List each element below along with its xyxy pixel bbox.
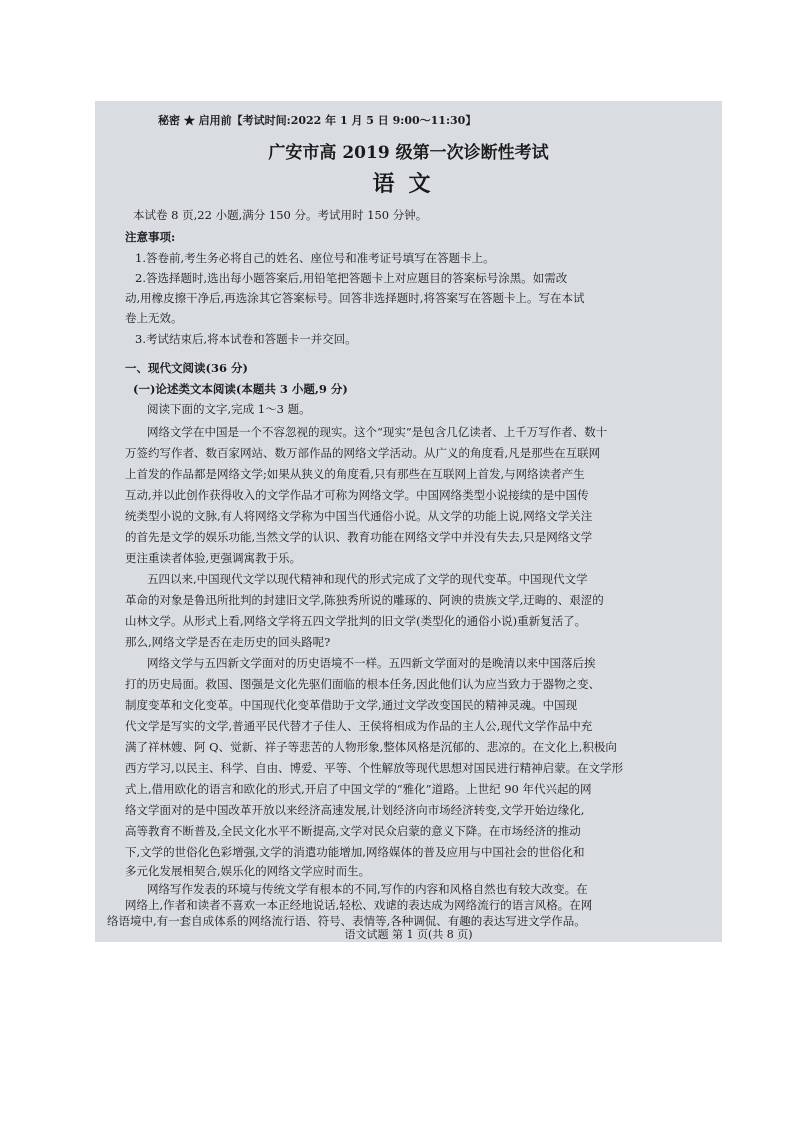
passage-line: 络语境中,有一套自成体系的网络流行语、符号、表情等,各种调侃、有趣的表达写进文学作品。 xyxy=(107,914,586,928)
passage-line: 上首发的作品都是网络文学;如果从狭义的角度看,只有那些在互联网上首发,与网络读者产生 xyxy=(125,467,585,481)
passage-line: 互动,并以此创作获得收入的文学作品才可称为网络文学。中国网络类型小说接续的是中国传 xyxy=(125,488,589,502)
passage-line: 网络文学与五四新文学面对的历史语境不一样。五四新文学面对的是晚清以来中国落后挨 xyxy=(147,656,596,670)
notice-line: 1.答卷前,考生务必将自己的姓名、座位号和准考证号填写在答题卡上。 xyxy=(135,251,495,265)
subject-title: 语文 xyxy=(372,171,445,197)
reading-instruction: 阅读下面的文字,完成 1～3 题。 xyxy=(147,402,311,416)
notice-line: 动,用橡皮擦干净后,再选涂其它答案标号。回答非选择题时,将答案写在答题卡上。写在本试 xyxy=(125,291,585,305)
passage-line: 络文学面对的是中国改革开放以来经济高速发展,计划经济向市场经济转变,文学开始边缘化, xyxy=(125,803,585,817)
passage-line: 代文学是写实的文学,普通平民代替才子佳人、王侯将相成为作品的主人公,现代文学作品中充 xyxy=(125,719,593,733)
passage-line: 的首先是文学的娱乐功能,当然文学的认识、教育功能在网络文学中并没有失去,只是网络文学 xyxy=(125,530,593,544)
passage-line: 统类型小说的文脉,有人将网络文学称为中国当代通俗小说。从文学的功能上说,网络文学关注 xyxy=(125,509,593,523)
confidential-line: 秘密 ★ 启用前【考试时间:2022 年 1 月 5 日 9:00～11:30】 xyxy=(158,114,477,127)
notice-line: 2.答选择题时,选出每小题答案后,用铅笔把答题卡上对应题目的答案标号涂黑。如需改 xyxy=(135,271,568,285)
notice-line: 3.考试结束后,将本试卷和答题卡一并交回。 xyxy=(135,332,357,346)
passage-line: 那么,网络文学是否在走历史的回头路呢? xyxy=(125,635,331,649)
notice-heading: 注意事项: xyxy=(125,230,176,244)
passage-line: 网络上,作者和读者不喜欢一本正经地说话,轻松、戏谑的表达成为网络流行的语言风格。在网 xyxy=(125,898,593,912)
passage-line: 西方学习,以民主、科学、自由、博爱、平等、个性解放等现代思想对国民进行精神启蒙。在文学形 xyxy=(125,761,624,775)
exam-title: 广安市高 2019 级第一次诊断性考试 xyxy=(268,143,549,163)
section-heading: 一、现代文阅读(36 分) xyxy=(125,361,248,375)
passage-line: 多元化发展相契合,娱乐化的网络文学应时而生。 xyxy=(125,864,371,878)
passage-line: 网络文学在中国是一个不容忽视的现实。这个“现实”是包含几亿读者、上千万写作者、数十 xyxy=(147,425,608,439)
passage-line: 山林文学。从形式上看,网络文学将五四文学批判的旧文学(类型化的通俗小说)重新复活了。 xyxy=(125,614,587,628)
passage-line: 万签约写作者、数百家网站、数万部作品的网络文学活动。从广义的角度看,凡是那些在互联网 xyxy=(125,446,601,460)
page-footer: 语文试题 第 1 页(共 8 页) xyxy=(344,928,473,941)
passage-line: 更注重读者体验,更强调寓教于乐。 xyxy=(125,551,302,565)
passage-line: 高等教育不断普及,全民文化水平不断提高,文学对民众启蒙的意义下降。在市场经济的推动 xyxy=(125,824,581,838)
passage-line: 制度变革和文化变革。中国现代化变革借助于文学,通过文学改变国民的精神灵魂。中国现 xyxy=(125,698,578,712)
passage-line: 革命的对象是鲁迅所批判的封建旧文学,陈独秀所说的雕琢的、阿谀的贵族文学,迂晦的、艰涩的 xyxy=(125,593,604,607)
passage-line: 网络写作发表的环境与传统文学有根本的不同,写作的内容和风格自然也有较大改变。在 xyxy=(147,882,588,896)
subsection-heading: (一)论述类文本阅读(本题共 3 小题,9 分) xyxy=(133,382,348,396)
passage-line: 式上,借用欧化的语言和欧化的形式,开启了中国文学的“雅化”道路。上世纪 90 年代兴起的网 xyxy=(125,782,592,796)
intro-line: 本试卷 8 页,22 小题,满分 150 分。考试用时 150 分钟。 xyxy=(133,208,428,222)
passage-line: 下,文学的世俗化色彩增强,文学的消遣功能增加,网络媒体的普及应用与中国社会的世俗化和 xyxy=(125,845,585,859)
passage-line: 五四以来,中国现代文学以现代精神和现代的形式完成了文学的现代变革。中国现代文学 xyxy=(147,572,588,586)
passage-line: 打的历史局面。救国、图强是文化先驱们面临的根本任务,因此他们认为应当致力于器物之变、 xyxy=(125,677,601,691)
passage-line: 满了祥林嫂、阿 Q、觉新、祥子等悲苦的人物形象,整体风格是沉郁的、悲凉的。在文化上,积极向 xyxy=(125,740,617,754)
notice-line: 卷上无效。 xyxy=(125,311,183,325)
exam-paper-photo xyxy=(95,101,722,942)
